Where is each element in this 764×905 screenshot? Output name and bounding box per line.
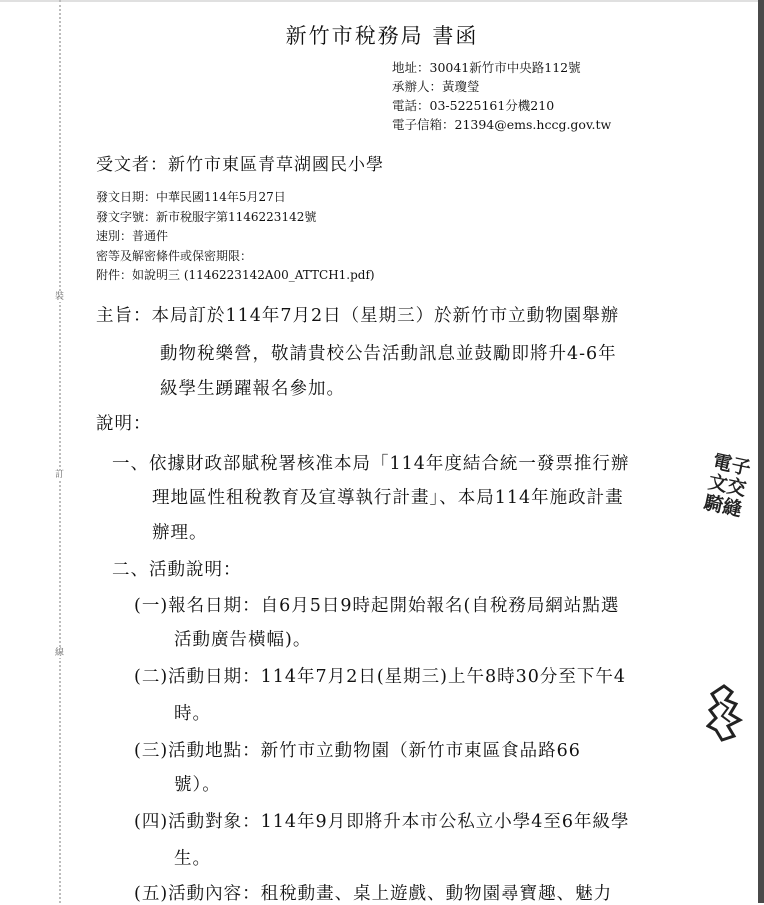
stamp-text: 騎縫: [701, 491, 744, 522]
sub-item-line: (二)活動日期：114年7月2日(星期三)上午8時30分至下午4: [134, 667, 627, 687]
contact-address: 地址：30041新竹市中央路112號: [392, 60, 581, 75]
attachment: 附件：如說明三 (1146223142A00_ATTCH1.pdf): [96, 268, 375, 282]
subject-line: 主旨：本局訂於114年7月2日（星期三）於新竹市立動物園舉辦: [96, 306, 620, 326]
subject-line: 動物稅樂營，敬請貴校公告活動訊息並鼓勵即將升4-6年: [160, 344, 617, 364]
sub-item-line: (一)報名日期：自6月5日9時起開始報名(自稅務局網站點選: [134, 596, 620, 616]
viewer-scrollbar-edge[interactable]: [758, 0, 764, 903]
contact-person: 承辦人：黃瓊瑩: [392, 79, 480, 94]
item-2-heading: 二、活動說明：: [112, 560, 242, 580]
contact-email: 電子信箱：21394@ems.hccg.gov.tw: [392, 117, 612, 132]
sub-item-line: (三)活動地點：新竹市立動物園（新竹市東區食品路66: [134, 741, 581, 761]
binding-mark: 訂: [55, 470, 65, 480]
explanation-label: 說明：: [96, 414, 152, 434]
item-1-line: 辦理。: [152, 523, 208, 543]
sub-item-line: 生。: [174, 849, 211, 869]
stamp-text: 文交: [706, 471, 749, 501]
sub-item-line: 號）。: [174, 775, 221, 795]
binding-line: [59, 0, 61, 903]
binding-mark: 裝: [55, 292, 65, 302]
document-title: 新竹市稅務局 書函: [285, 24, 479, 48]
sub-item-line: (五)活動內容：租稅動畫、桌上遊戲、動物園尋寶趣、魅力: [134, 884, 613, 904]
issue-date: 發文日期：中華民國114年5月27日: [96, 190, 286, 204]
binding-mark: 線: [55, 648, 65, 658]
contact-phone: 電話：03-5225161分機210: [392, 98, 555, 113]
seal-fragment-icon: [706, 682, 750, 744]
recipient: 受文者：新竹市東區青草湖國民小學: [96, 155, 384, 175]
sub-item-line: 活動廣告橫幅)。: [174, 630, 312, 650]
document-number: 發文字號：新市稅服字第1146223142號: [96, 210, 317, 224]
sub-item-line: 時。: [174, 704, 211, 724]
sub-item-line: (四)活動對象：114年9月即將升本市公私立小學4至6年級學: [134, 812, 630, 832]
stamp-text: 電子: [710, 450, 753, 480]
top-edge: [0, 0, 764, 2]
delivery-speed: 速別：普通件: [96, 229, 169, 243]
confidentiality: 密等及解密條件或保密期限：: [96, 249, 253, 263]
item-1-line: 理地區性租稅教育及宣導執行計畫」、本局114年施政計畫: [152, 488, 624, 508]
subject-line: 級學生踴躍報名參加。: [160, 379, 345, 399]
item-1-line: 一、依據財政部賦稅署核准本局「114年度結合統一發票推行辦: [112, 454, 630, 474]
